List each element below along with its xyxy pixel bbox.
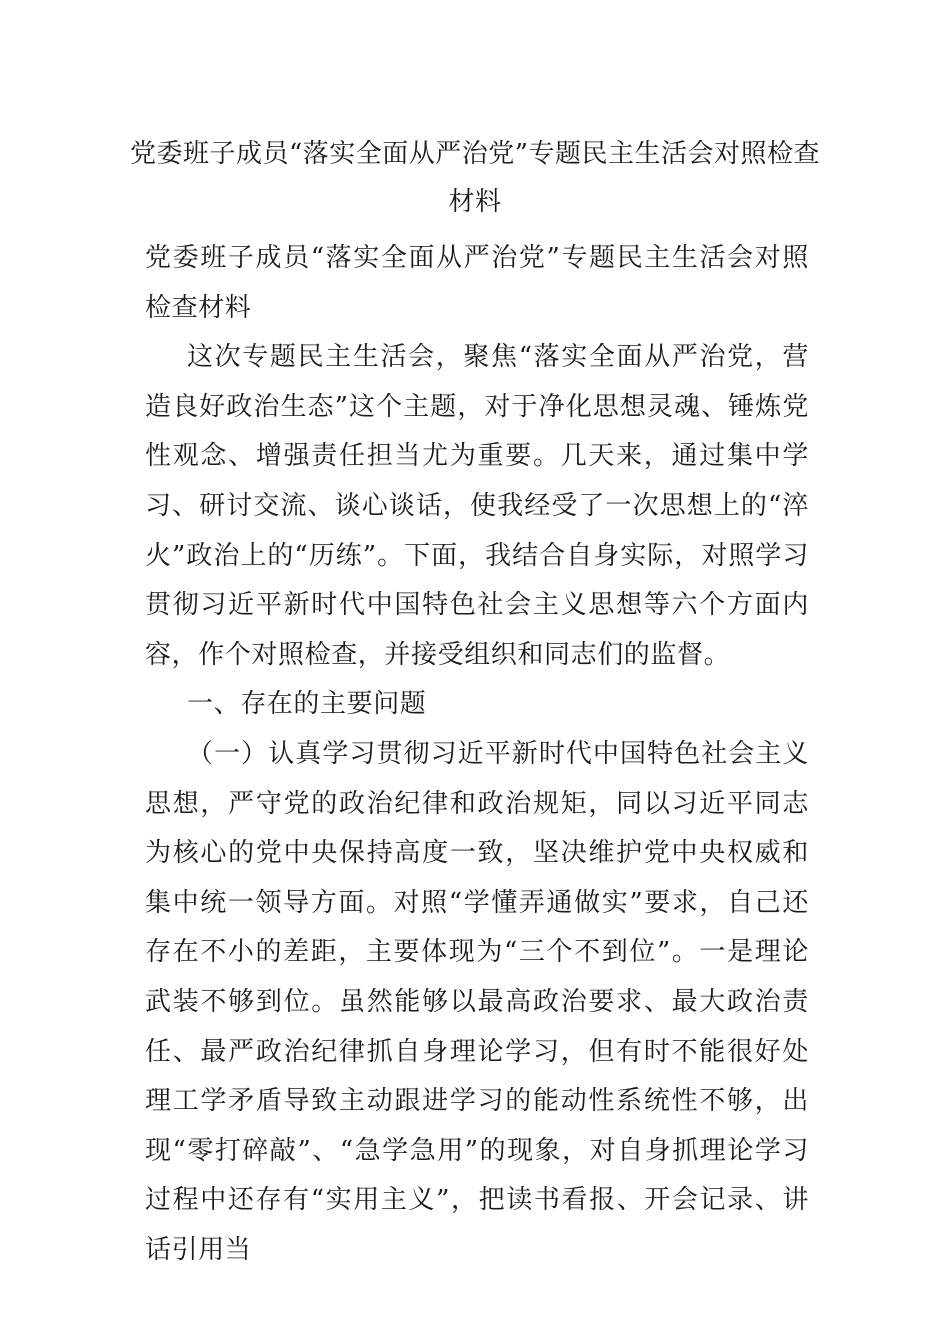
intro-paragraph: 这次专题民主生活会，聚焦“落实全面从严治党，营造良好政治生态”这个主题，对于净化思想灵魂、锤炼党性观念、增强责任担当尤为重要。几天来，通过集中学习、研讨交流、谈心谈话，使我经受了一次思想上的“淬火”政治上的“历练”。下面，我结合自身实际，对照学习贯彻习近平新时代中国特色社会主义思想等六个方面内容，作个对照检查，并接受组织和同志们的监督。 (145, 342, 809, 670)
section-heading: 一、存在的主要问题 (187, 689, 427, 720)
section-paragraph: （一）认真学习贯彻习近平新时代中国特色社会主义思想，严守党的政治纪律和政治规矩，同以习近平同志为核心的党中央保持高度一致，坚决维护党中央权威和集中统一领导方面。对照“学懂弄通做实”要求，自己还存在不小的差距，主要体现为“三个不到位”。一是理论武装不够到位。虽然能够以最高政治要求、最大政治责任、最严政治纪律抓自身理论学习，但有时不能很好处理工学矛盾导致主动跟进学习的能动性系统性不够，出现“零打碎敲”、“急学急用”的现象，对自身抓理论学习过程中还存有“实用主义”，把读书看报、开会记录、讲话引用当 (145, 738, 809, 1265)
document-title: 党委班子成员“落实全面从严治党”专题民主生活会对照检查材料 (129, 139, 821, 217)
title-repeat: 党委班子成员“落实全面从严治党”专题民主生活会对照检查材料 (145, 243, 809, 323)
document-body (145, 234, 809, 1275)
